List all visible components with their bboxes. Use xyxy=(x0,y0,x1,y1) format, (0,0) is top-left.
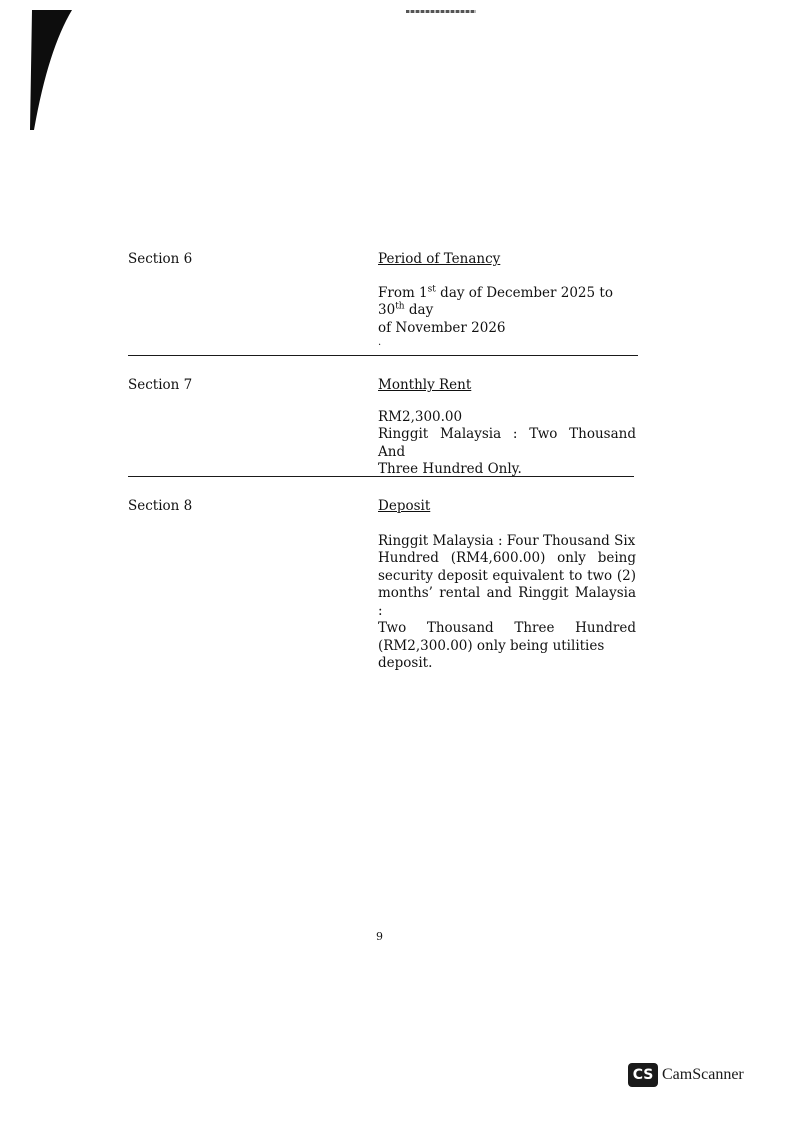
scan-smudge xyxy=(406,10,476,13)
section-label: Section 7 xyxy=(128,377,193,393)
section-title: Period of Tenancy xyxy=(378,251,501,267)
section-text-line: (RM2,300.00) only being utilities deposit. xyxy=(378,637,605,671)
section-text-line: Hundred (RM4,600.00) only being xyxy=(378,550,636,566)
section-text-line: RM2,300.00 xyxy=(378,408,463,425)
camscanner-label: CamScanner xyxy=(662,1066,744,1083)
section-divider xyxy=(128,476,634,477)
section-label: Section 8 xyxy=(128,498,193,514)
section-text-line: security deposit equivalent to two (2) xyxy=(378,567,636,584)
section-title: Deposit xyxy=(378,498,431,514)
section-text-line: Ringgit Malaysia : Four Thousand Six xyxy=(378,532,636,549)
section-text-line: From 1st day of December 2025 to 30th day xyxy=(378,284,613,318)
section-text-line: Two Thousand Three Hundred xyxy=(378,620,636,636)
section-body xyxy=(378,251,636,349)
section-text-line: . xyxy=(378,337,382,348)
section-title: Monthly Rent xyxy=(378,377,472,393)
camscanner-logo-icon: CS xyxy=(628,1063,658,1087)
section-label: Section 6 xyxy=(128,251,193,267)
camscanner-watermark xyxy=(628,1062,744,1088)
section-text-line: months’ rental and Ringgit Malaysia : xyxy=(378,585,636,619)
page-number: 9 xyxy=(376,930,383,943)
section-divider xyxy=(128,355,638,356)
section-text-line: of November 2026 xyxy=(378,319,506,336)
section-text-line: Three Hundred Only. xyxy=(378,461,522,477)
scan-edge-mark xyxy=(30,10,72,130)
section-body xyxy=(378,498,636,673)
section-text-line: Ringgit Malaysia : Two Thousand And xyxy=(378,426,636,460)
section-body xyxy=(378,377,636,479)
